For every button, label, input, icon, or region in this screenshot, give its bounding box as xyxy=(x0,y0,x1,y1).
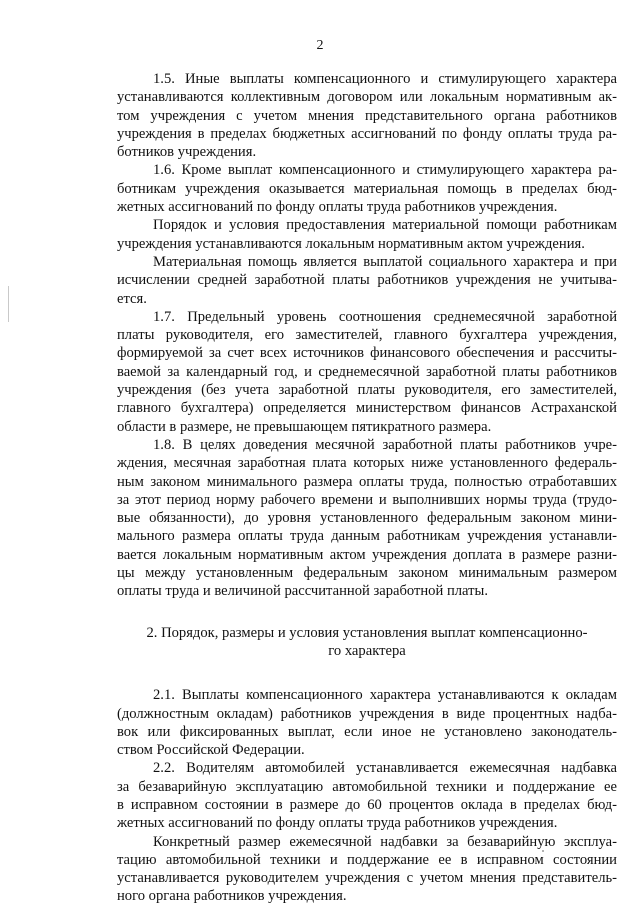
paragraph-line: Конкретный размер ежемесячной надбавки за безаварийную эксплуа- xyxy=(153,833,617,850)
paragraph-line: ным законом минимального размера оплаты труда, полностью отработавших xyxy=(117,473,617,490)
paragraph-line: учреждения (без учета заработной платы руководителя, его заместителей, xyxy=(117,382,617,399)
page-number: 2 xyxy=(316,38,324,53)
paragraph-line: вок или фиксированных выплат, если иное не установлено законодатель- xyxy=(117,723,617,740)
paragraph-line: 1.6. Кроме выплат компенсационного и стимулирующего характера ра- xyxy=(153,162,617,179)
paragraph-line: оплаты труда и величиной рассчитанной заработной платы. xyxy=(117,583,488,600)
paragraph-line: ждения, месячная заработная плата которых ниже установленного федераль- xyxy=(117,455,617,472)
paragraph-line: ваемой за календарный год, и среднемесячной заработной платы работников xyxy=(117,363,617,380)
paragraph-line: жетных ассигнований по фонду оплаты труда работников учреждения. xyxy=(117,815,558,832)
paragraph-p1-8 xyxy=(117,436,617,601)
paragraph-line: тацию автомобильной техники и поддержание ее в исправном состоянии xyxy=(117,851,617,868)
paragraph-line: вается локальным нормативным актом учреждения доплата в размере разни- xyxy=(117,546,617,563)
paragraph-line: (должностным окладам) работников учреждения в виде процентных надба- xyxy=(117,705,617,722)
paragraph-line: устанавливаются коллективным договором или локальным нормативным ак- xyxy=(117,89,617,106)
paragraph-p-concrete xyxy=(117,833,617,906)
paragraph-line: платы руководителя, его заместителей, главного бухгалтера учреждения, xyxy=(117,327,617,344)
paragraph-line: Порядок и условия предоставления материальной помощи работникам xyxy=(153,217,617,234)
paragraph-line: области в размере, не превышающем пятикратного размера. xyxy=(117,418,492,435)
paragraph-line: том учреждения с учетом мнения представительного органа работников xyxy=(117,107,617,124)
paragraph-p1-6 xyxy=(117,161,617,216)
scan-artifact-line xyxy=(8,286,9,322)
paragraph-line: жетных ассигнований по фонду оплаты труда работников учреждения. xyxy=(117,199,558,216)
paragraph-line: учреждения в пределах бюджетных ассигнований по фонду оплаты труда ра- xyxy=(117,125,617,142)
paragraph-line: 2.1. Выплаты компенсационного характера устанавливаются к окладам xyxy=(153,687,617,704)
paragraph-line: вые обязанности), до уровня установленного федеральным законом мини- xyxy=(117,510,617,527)
paragraph-line: ством Российской Федерации. xyxy=(117,742,305,759)
paragraph-line: ботникам учреждения оказывается материальная помощь в пределах бюд- xyxy=(117,180,617,197)
paragraph-line: 1.8. В целях доведения месячной заработной платы работников учре- xyxy=(153,436,617,453)
paragraph-line: цы между установленным федеральным законом минимальным размером xyxy=(117,565,617,582)
paragraph-p2-2 xyxy=(117,759,617,832)
paragraph-line: исчислении средней заработной платы работников учреждения не учитыва- xyxy=(117,272,617,289)
paragraph-line: 2.2. Водителям автомобилей устанавливается ежемесячная надбавка xyxy=(153,760,617,777)
paragraph-line: ется. xyxy=(117,290,147,307)
paragraph-line: в исправном состоянии в размере до 60 процентов оклада в пределах бюд- xyxy=(117,796,617,813)
heading-line: 2. Порядок, размеры и условия установления выплат компенсационно- xyxy=(146,624,588,641)
paragraph-line: формируемой за счет всех источников финансового обеспечения и рассчиты- xyxy=(117,345,617,362)
section-2-paragraphs xyxy=(117,686,617,906)
paragraph-line: 1.7. Предельный уровень соотношения среднемесячной заработной xyxy=(153,308,617,325)
paragraph-line: Материальная помощь является выплатой социального характера и при xyxy=(153,253,617,270)
paragraph-p-order xyxy=(117,216,617,253)
paragraph-line: 1.5. Иные выплаты компенсационного и стимулирующего характера xyxy=(153,71,617,87)
paragraph-line: за этот период норму рабочего времени и выполнивших нормы труда (трудо- xyxy=(117,491,617,508)
heading-line: го характера xyxy=(328,642,406,659)
section-heading xyxy=(117,624,617,661)
paragraph-p1-5 xyxy=(117,70,617,161)
paragraph-line: мального размера оплаты труда данным работникам учреждения устанавли- xyxy=(117,528,617,545)
paragraph-line: главного бухгалтера) определяется министерством финансов Астраханской xyxy=(117,400,617,417)
paragraph-line: ботников учреждения. xyxy=(117,144,257,161)
paragraph-line: учреждения устанавливаются локальным нормативным актом учреждения. xyxy=(117,235,585,252)
paragraph-p2-1 xyxy=(117,686,617,759)
section-1-paragraphs xyxy=(117,70,617,601)
paragraph-line: ного органа работников учреждения. xyxy=(117,888,347,905)
paragraph-line: за безаварийную эксплуатацию автомобильной техники и поддержание ее xyxy=(117,778,617,795)
paragraph-line: устанавливается руководителем учреждения с учетом мнения представитель- xyxy=(117,870,617,887)
paragraph-p1-7 xyxy=(117,308,617,436)
paragraph-p-social xyxy=(117,253,617,308)
document-body xyxy=(117,70,617,906)
